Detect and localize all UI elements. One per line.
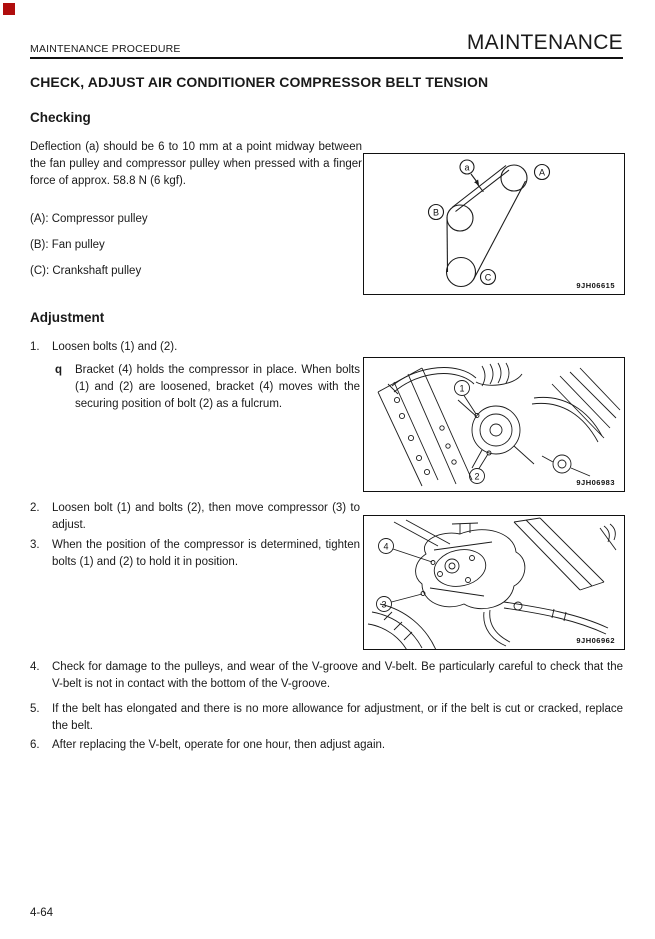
checking-paragraph: Deflection (a) should be 6 to 10 mm at a point midway between the fan pulley and compressor pulley when pressed with a finger force of approx. 58.8 N (6 kgf). <box>30 141 362 187</box>
step-number: 3. <box>30 539 40 551</box>
label-a-icon: a <box>464 162 470 173</box>
step-text: Check for damage to the pulleys, and wear of the V-groove and V-belt. Be particularly careful to check that the V-belt is not in contact with the bottom of the V-groove. <box>52 661 623 690</box>
compressor-bolts-art <box>364 358 624 491</box>
step-text: When the position of the compressor is determined, tighten bolts (1) and (2) to hold it in position. <box>52 539 360 568</box>
belt-diagram-figure <box>363 153 625 295</box>
adjustment-step-4 <box>30 659 623 693</box>
pulley-label-c: (C): Crankshaft pulley <box>30 265 142 277</box>
note-bullet-icon: q <box>55 364 63 376</box>
callout-2-icon: 2 <box>474 471 480 482</box>
checking-heading: Checking <box>30 110 91 125</box>
step-text: Loosen bolt (1) and bolts (2), then move compressor (3) to adjust. <box>52 502 360 531</box>
step-number: 4. <box>30 661 40 673</box>
callout-3-icon: 3 <box>381 599 387 610</box>
step-text: After replacing the V-belt, operate for one hour, then adjust again. <box>52 739 386 751</box>
adjustment-step-3 <box>30 537 360 571</box>
header-rule <box>30 57 623 59</box>
figure-code: 9JH06962 <box>576 636 615 645</box>
adjustment-step-1 <box>30 339 360 356</box>
adjustment-heading: Adjustment <box>30 310 105 325</box>
step-text: Loosen bolts (1) and (2). <box>52 341 178 353</box>
callout-1-icon: 1 <box>459 383 465 394</box>
step-number: 6. <box>30 739 40 751</box>
adjustment-step-6 <box>30 737 623 754</box>
header-section-label: MAINTENANCE PROCEDURE <box>30 43 181 55</box>
step-number: 1. <box>30 341 40 353</box>
step-text: If the belt has elongated and there is no more allowance for adjustment, or if the belt is cut or cracked, replace the belt. <box>52 703 623 732</box>
label-C-icon: C <box>484 272 492 283</box>
compressor-bracket-art <box>364 516 624 649</box>
step-number: 5. <box>30 703 40 715</box>
page-title: CHECK, ADJUST AIR CONDITIONER COMPRESSOR BELT TENSION <box>30 74 489 90</box>
callout-4-icon: 4 <box>383 541 389 552</box>
figure-code: 9JH06615 <box>576 281 615 290</box>
step-number: 2. <box>30 502 40 514</box>
label-B-icon: B <box>432 207 440 218</box>
header-chapter-title: MAINTENANCE <box>466 31 623 54</box>
figure-code: 9JH06983 <box>576 478 615 487</box>
note-text: Bracket (4) holds the compressor in place. When bolts (1) and (2) are loosened, bracket (4) moves with the securing position of bolt (2) as a fulcrum. <box>75 364 360 410</box>
compressor-bracket-figure <box>363 515 625 650</box>
pulley-label-b: (B): Fan pulley <box>30 239 105 251</box>
deflection-arrowhead-icon <box>474 180 479 186</box>
label-A-icon: A <box>538 167 546 178</box>
adjustment-step-2 <box>30 500 360 534</box>
belt-diagram-art <box>364 154 624 294</box>
pulley-label-a: (A): Compressor pulley <box>30 213 148 225</box>
compressor-bolts-figure <box>363 357 625 492</box>
page-number: 4-64 <box>30 907 54 919</box>
page-corner-marker <box>3 3 15 15</box>
adjustment-step-5 <box>30 701 623 735</box>
adjustment-note <box>55 362 360 413</box>
